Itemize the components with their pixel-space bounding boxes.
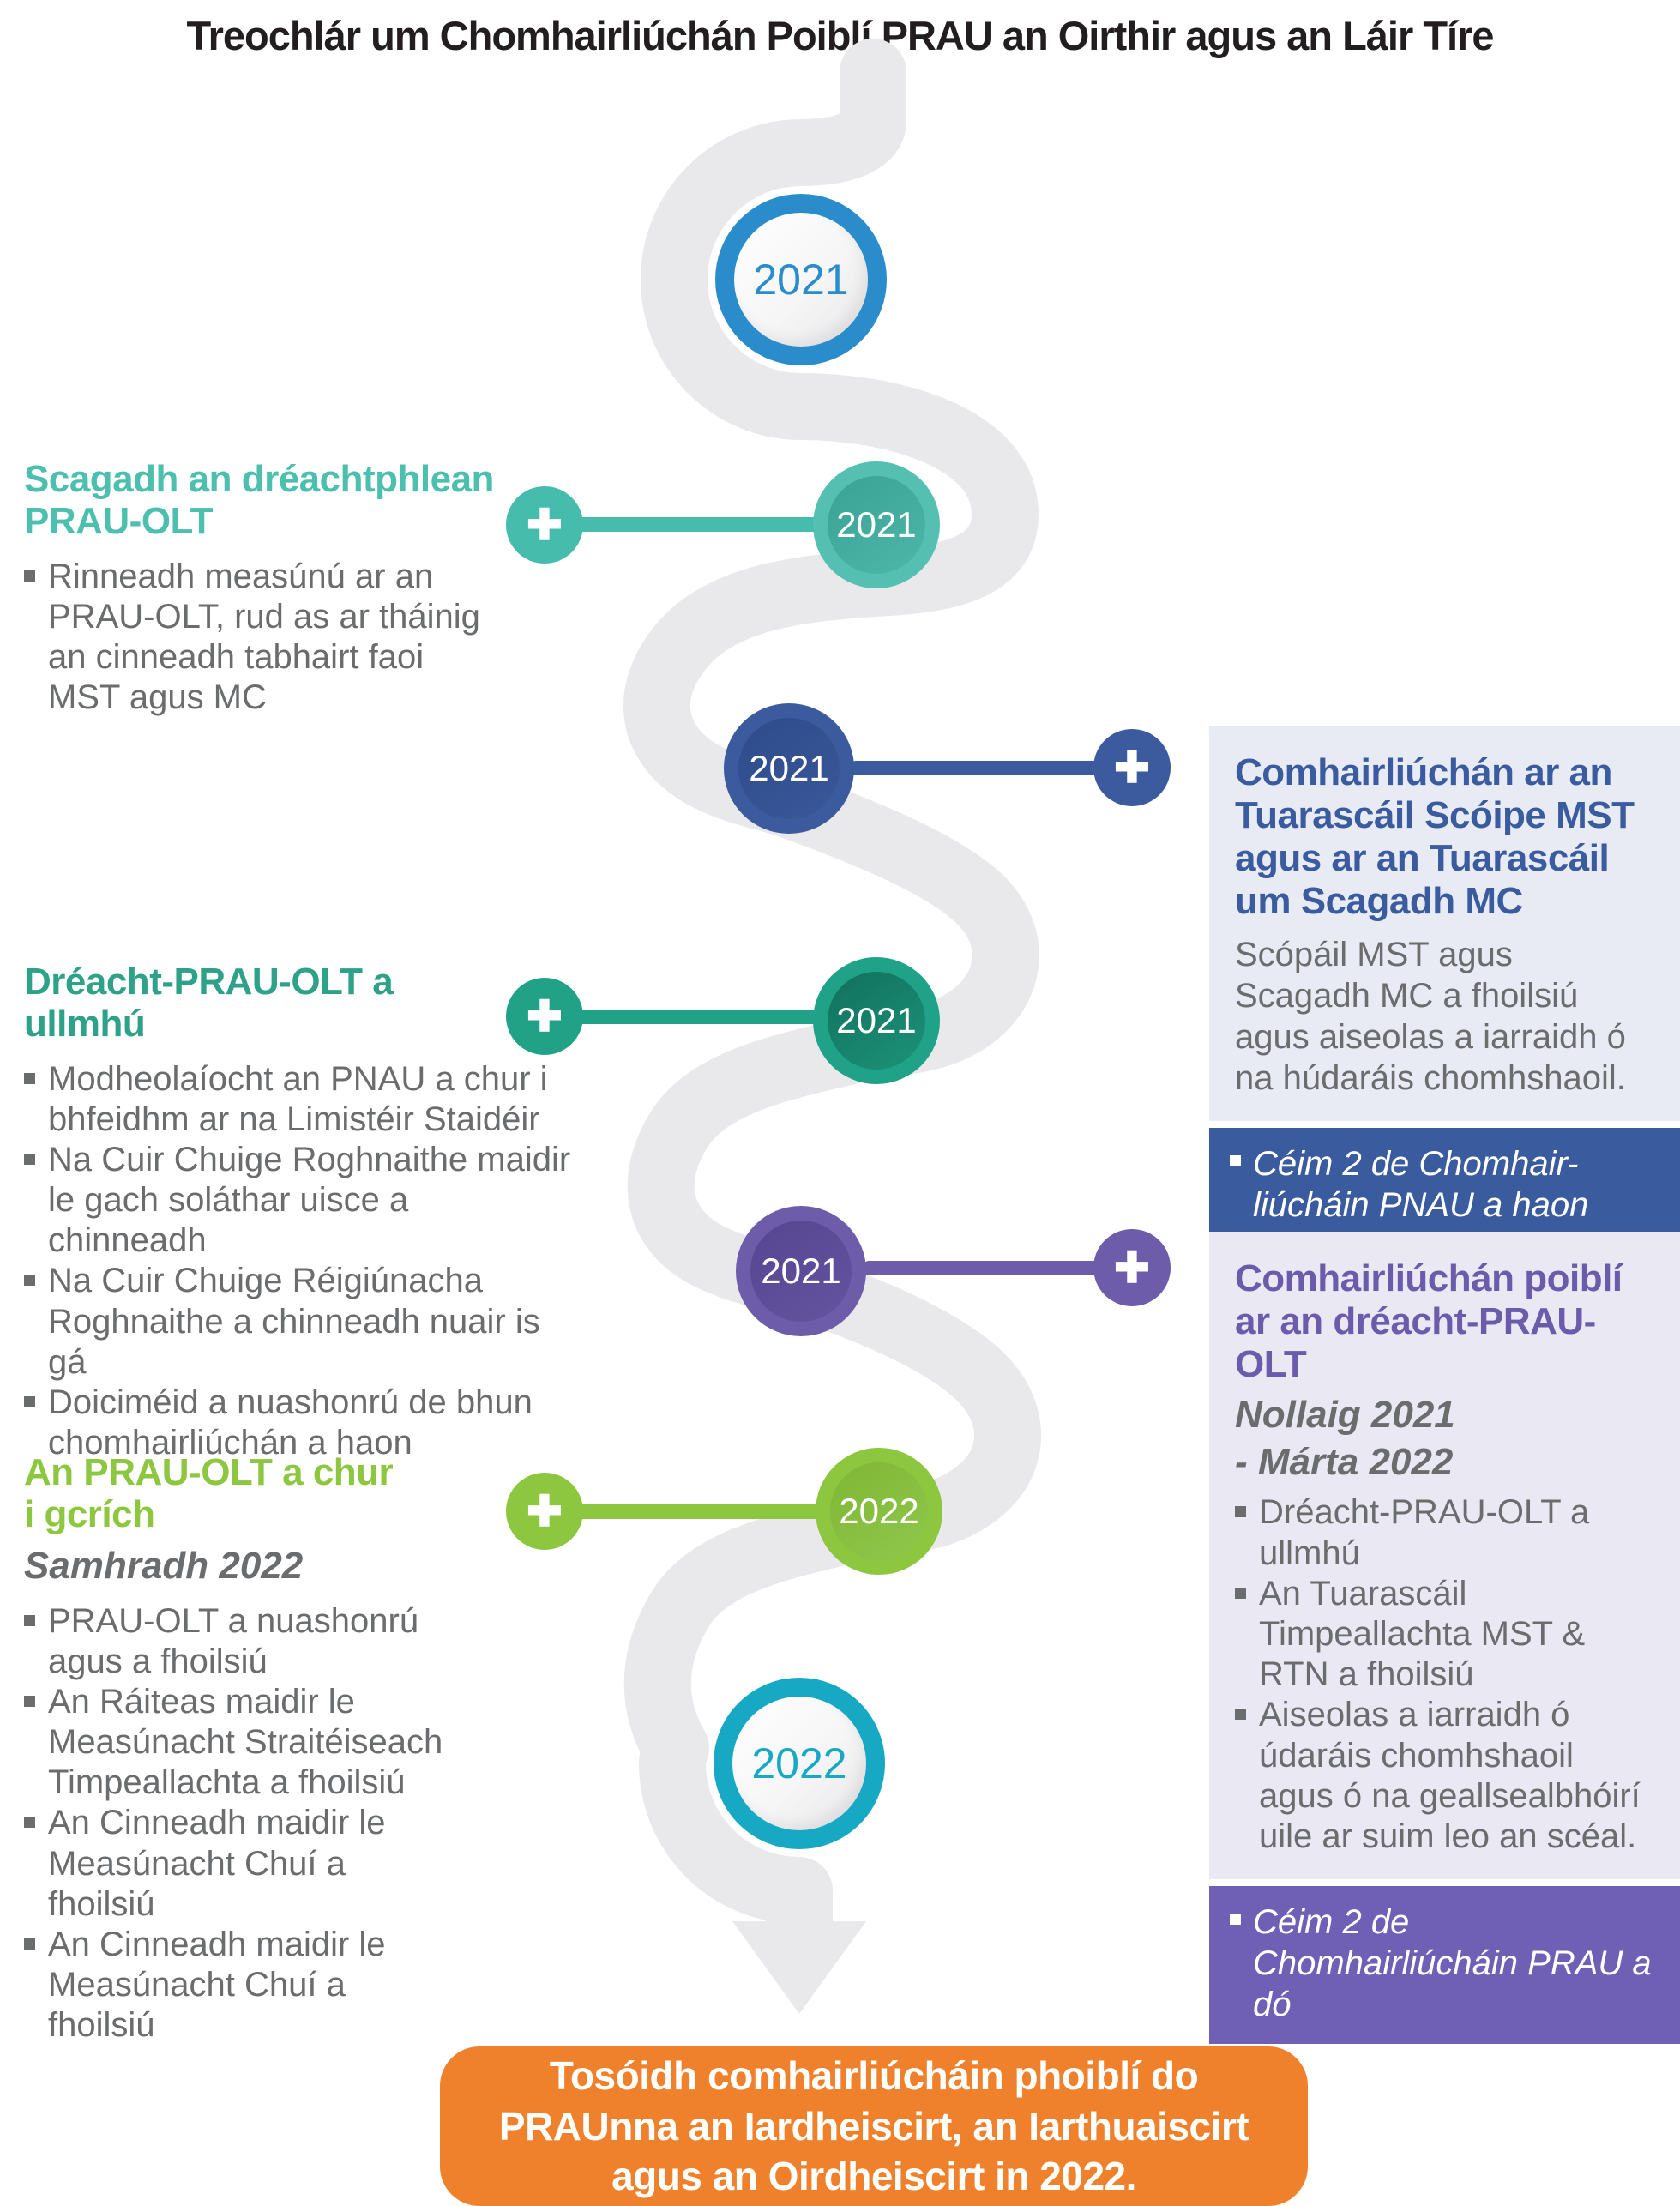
bullet-text: Doiciméid a nuashonrú de bhun chomhairliúchán a haon bbox=[48, 1383, 533, 1462]
plus-glyph: ✚ bbox=[1114, 1244, 1150, 1292]
block-date: Samhradh 2022 bbox=[24, 1544, 304, 1587]
square-bullet-icon bbox=[1235, 1709, 1246, 1720]
list-item bbox=[1235, 1695, 1654, 1857]
list-item bbox=[1230, 1902, 1659, 2025]
year-label: 2021 bbox=[753, 256, 849, 304]
square-bullet-icon bbox=[24, 1696, 35, 1707]
year-label: 2021 bbox=[749, 748, 829, 788]
bullet-list bbox=[24, 1601, 460, 2046]
square-bullet-icon bbox=[24, 570, 35, 582]
list-item bbox=[1235, 1574, 1654, 1696]
right-block-scoipe bbox=[1209, 726, 1680, 1245]
left-block-gcrich bbox=[24, 1451, 460, 2046]
phase-bar-text: Céim 2 de Chomhairliúcháin PRAU a dó bbox=[1253, 1903, 1652, 2024]
list-item bbox=[24, 1682, 460, 1804]
timeline-node-2021-scagadh bbox=[813, 461, 940, 588]
block-heading: Scagadh an dréachtphlean PRAU-OLT bbox=[24, 458, 494, 543]
arrow-down-icon bbox=[732, 1921, 866, 2014]
timeline-node-2021-scoipe bbox=[724, 703, 854, 834]
square-bullet-icon bbox=[24, 1073, 35, 1084]
timeline-node-2021-poibli bbox=[736, 1206, 866, 1336]
phase-bar bbox=[1209, 1886, 1680, 2044]
phase-bar bbox=[1209, 1128, 1680, 1245]
square-bullet-icon bbox=[1235, 1506, 1246, 1517]
footer-callout bbox=[440, 2046, 1308, 2206]
info-box bbox=[1209, 1232, 1680, 1879]
connector-stem-lime bbox=[549, 1504, 823, 1519]
plus-glyph: ✚ bbox=[527, 992, 563, 1040]
square-bullet-icon bbox=[1230, 1914, 1241, 1925]
left-block-scagadh bbox=[24, 458, 530, 718]
square-bullet-icon bbox=[24, 1275, 35, 1286]
block-date bbox=[1235, 1391, 1654, 1486]
plus-glyph: ✚ bbox=[1114, 744, 1150, 792]
bullet-text: Rinneadh measúnú ar an PRAU-OLT, rud as ar tháinig an cinneadh tabhairt faoi MST agus MC bbox=[48, 557, 480, 717]
block-heading: An PRAU-OLT a chur i gcrích bbox=[24, 1451, 394, 1536]
connector-stem-purple bbox=[862, 1261, 1132, 1275]
list-item bbox=[1230, 1143, 1659, 1226]
square-bullet-icon bbox=[1235, 1588, 1246, 1599]
timeline-node-2022-end bbox=[714, 1678, 885, 1849]
square-bullet-icon bbox=[1230, 1155, 1241, 1166]
left-block-ullmhu bbox=[24, 961, 571, 1463]
bullet-text: Na Cuir Chuige Roghnaithe maidir le gach soláthar uisce a chinneadh bbox=[48, 1140, 571, 1260]
bullet-list bbox=[1235, 1492, 1654, 1857]
bullet-list bbox=[24, 557, 530, 719]
connector-stem-navy bbox=[849, 761, 1132, 775]
square-bullet-icon bbox=[24, 1615, 35, 1626]
plus-icon bbox=[1093, 1229, 1171, 1306]
date-line: - Márta 2022 bbox=[1235, 1441, 1454, 1484]
connector-stem-teal bbox=[549, 517, 823, 532]
bullet-text: Aiseolas a iarraidh ó údaráis chomhshaoil agus ó na geallsealbhóirí uile ar suim leo an scéal. bbox=[1259, 1696, 1641, 1855]
block-body: Scópáil MST agus Scagadh MC a fhoilsiú agus aiseolas a iarraidh ó na húdaráis chomhshaoil. bbox=[1235, 935, 1626, 1097]
page-title: Treochlár um Chomhairliúchán Poiblí PRAU an Oirthir agus an Láir Tíre bbox=[186, 13, 1494, 58]
list-item bbox=[24, 1803, 460, 1925]
plus-icon bbox=[1093, 729, 1171, 806]
block-heading: Dréacht-PRAU-OLT a ullmhú bbox=[24, 961, 394, 1046]
phase-bar-text: Céim 2 de Chomhair- liúcháin PNAU a haon bbox=[1253, 1144, 1589, 1224]
list-item bbox=[24, 1059, 571, 1140]
bullet-text: An Ráiteas maidir le Measúnacht Straitéiseach Timpeallachta a fhoilsiú bbox=[48, 1682, 443, 1802]
year-label: 2021 bbox=[761, 1251, 841, 1291]
list-item bbox=[24, 1925, 460, 2046]
date-line: Nollaig 2021 bbox=[1235, 1394, 1455, 1437]
list-item bbox=[24, 557, 530, 719]
bullet-list bbox=[24, 1059, 571, 1464]
plus-glyph: ✚ bbox=[527, 1487, 563, 1535]
timeline-node-2021-ullmhu bbox=[813, 957, 940, 1084]
square-bullet-icon bbox=[24, 1154, 35, 1165]
connector-stem-green bbox=[549, 1010, 823, 1024]
year-label: 2021 bbox=[836, 1000, 917, 1040]
bullet-text: Dréacht-PRAU-OLT a ullmhú bbox=[1259, 1493, 1590, 1572]
info-box bbox=[1209, 726, 1680, 1121]
bullet-text: Na Cuir Chuige Réigiúnacha Roghnaithe a chinneadh nuair is gá bbox=[48, 1262, 540, 1381]
year-label: 2022 bbox=[839, 1491, 919, 1531]
square-bullet-icon bbox=[24, 1938, 35, 1950]
bullet-text: An Tuarascáil Timpeallachta MST & RTN a fhoilsiú bbox=[1259, 1574, 1586, 1694]
list-item bbox=[24, 1601, 460, 1682]
footer-text: Tosóidh comhairliúcháin phoiblí do PRAUnna an Iardheiscirt, an Iarthuaiscirt agus an Oirdheiscirt in 2022. bbox=[498, 2052, 1249, 2199]
bullet-text: Modheolaíocht an PNAU a chur i bhfeidhm ar na Limistéir Staidéir bbox=[48, 1059, 548, 1138]
plus-icon bbox=[506, 1473, 583, 1550]
block-heading: Comhairliúchán poiblí ar an dréacht-PRAU-OLT bbox=[1235, 1257, 1623, 1386]
list-item bbox=[24, 1261, 571, 1383]
timeline-node-2022-gcrich bbox=[816, 1448, 942, 1575]
block-heading: Comhairliúchán ar an Tuarascáil Scóipe MST agus ar an Tuarascáil um Scagadh MC bbox=[1235, 751, 1635, 923]
timeline-node-2021-start bbox=[715, 194, 887, 365]
bullet-text: PRAU-OLT a nuashonrú agus a fhoilsiú bbox=[48, 1601, 419, 1680]
plus-glyph: ✚ bbox=[527, 501, 563, 549]
list-item bbox=[1235, 1492, 1654, 1573]
square-bullet-icon bbox=[24, 1817, 35, 1828]
bullet-text: An Cinneadh maidir le Measúnacht Chuí a fhoilsiú bbox=[48, 1926, 386, 2045]
bullet-text: An Cinneadh maidir le Measúnacht Chuí a fhoilsiú bbox=[48, 1804, 386, 1923]
square-bullet-icon bbox=[24, 1396, 35, 1407]
right-block-poibli bbox=[1209, 1232, 1680, 2044]
year-label: 2022 bbox=[751, 1739, 847, 1787]
year-label: 2021 bbox=[836, 504, 917, 545]
list-item bbox=[24, 1140, 571, 1262]
